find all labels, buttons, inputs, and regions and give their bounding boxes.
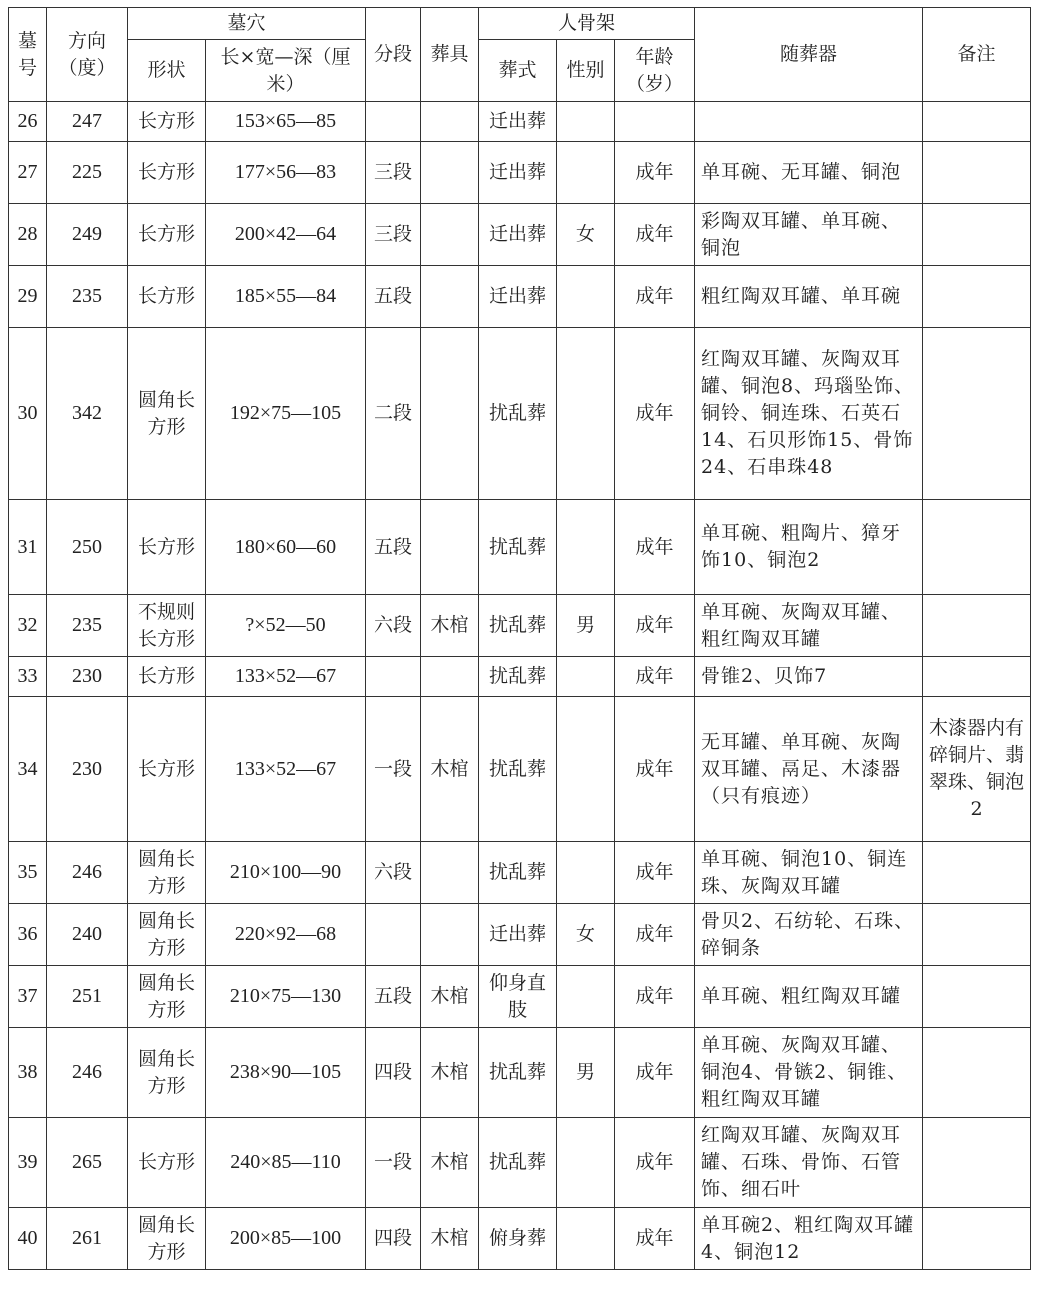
cell-age: 成年	[615, 328, 695, 500]
cell-coffin	[421, 904, 479, 966]
cell-grave-goods: 粗红陶双耳罐、单耳碗	[695, 266, 923, 328]
header-shape: 形状	[128, 40, 206, 102]
header-tomb-no: 墓号	[9, 8, 47, 102]
cell-notes	[923, 1208, 1031, 1270]
cell-sex: 女	[557, 904, 615, 966]
cell-segments: 四段	[366, 1208, 421, 1270]
cell-coffin	[421, 842, 479, 904]
cell-sex: 男	[557, 1028, 615, 1118]
table-row	[9, 204, 1031, 266]
cell-sex	[557, 266, 615, 328]
cell-sex	[557, 966, 615, 1028]
cell-direction: 235	[47, 266, 128, 328]
cell-coffin	[421, 500, 479, 595]
cell-coffin	[421, 266, 479, 328]
cell-sex: 女	[557, 204, 615, 266]
cell-direction: 261	[47, 1208, 128, 1270]
cell-age	[615, 102, 695, 142]
cell-burial-type: 扰乱葬	[479, 657, 557, 697]
header-sex: 性别	[557, 40, 615, 102]
cell-coffin: 木棺	[421, 1208, 479, 1270]
cell-notes	[923, 328, 1031, 500]
cell-shape: 圆角长方形	[128, 966, 206, 1028]
cell-notes	[923, 904, 1031, 966]
cell-segments: 六段	[366, 595, 421, 657]
table-row	[9, 697, 1031, 842]
cell-size: 185×55—84	[206, 266, 366, 328]
cell-sex	[557, 1118, 615, 1208]
cell-shape: 圆角长方形	[128, 842, 206, 904]
table-header	[9, 8, 1031, 102]
cell-segments: 五段	[366, 266, 421, 328]
cell-sex	[557, 500, 615, 595]
header-skeleton-group: 人骨架	[479, 8, 695, 40]
cell-notes	[923, 500, 1031, 595]
header-notes: 备注	[923, 8, 1031, 102]
cell-grave-goods: 单耳碗、灰陶双耳罐、铜泡4、骨镞2、铜锥、粗红陶双耳罐	[695, 1028, 923, 1118]
cell-shape: 长方形	[128, 500, 206, 595]
cell-sex	[557, 328, 615, 500]
cell-coffin: 木棺	[421, 697, 479, 842]
cell-notes	[923, 266, 1031, 328]
table-row	[9, 328, 1031, 500]
cell-size: 200×42—64	[206, 204, 366, 266]
cell-notes	[923, 657, 1031, 697]
cell-burial-type: 迁出葬	[479, 204, 557, 266]
header-size: 长×宽—深（厘米）	[206, 40, 366, 102]
cell-shape: 长方形	[128, 142, 206, 204]
cell-coffin	[421, 328, 479, 500]
cell-burial-type: 扰乱葬	[479, 500, 557, 595]
cell-coffin: 木棺	[421, 1118, 479, 1208]
cell-burial-type: 扰乱葬	[479, 1028, 557, 1118]
table-row	[9, 1208, 1031, 1270]
cell-sex	[557, 697, 615, 842]
header-age: 年龄（岁）	[615, 40, 695, 102]
cell-coffin	[421, 102, 479, 142]
cell-sex	[557, 102, 615, 142]
header-grave-goods: 随葬器	[695, 8, 923, 102]
cell-burial-type: 迁出葬	[479, 102, 557, 142]
cell-tomb-no: 34	[9, 697, 47, 842]
cell-notes	[923, 1028, 1031, 1118]
cell-burial-type: 扰乱葬	[479, 1118, 557, 1208]
cell-segments	[366, 657, 421, 697]
cell-direction: 225	[47, 142, 128, 204]
cell-grave-goods	[695, 102, 923, 142]
cell-burial-type: 俯身葬	[479, 1208, 557, 1270]
cell-coffin	[421, 204, 479, 266]
cell-shape: 长方形	[128, 204, 206, 266]
cell-tomb-no: 29	[9, 266, 47, 328]
cell-tomb-no: 39	[9, 1118, 47, 1208]
cell-burial-type: 迁出葬	[479, 266, 557, 328]
cell-grave-goods: 单耳碗、无耳罐、铜泡	[695, 142, 923, 204]
cell-shape: 长方形	[128, 697, 206, 842]
cell-segments: 一段	[366, 1118, 421, 1208]
cell-direction: 251	[47, 966, 128, 1028]
cell-grave-goods: 无耳罐、单耳碗、灰陶双耳罐、鬲足、木漆器（只有痕迹）	[695, 697, 923, 842]
cell-direction: 240	[47, 904, 128, 966]
cell-coffin	[421, 657, 479, 697]
cell-segments: 三段	[366, 204, 421, 266]
cell-segments: 六段	[366, 842, 421, 904]
table-row	[9, 142, 1031, 204]
table-row	[9, 904, 1031, 966]
cell-size: 133×52—67	[206, 657, 366, 697]
cell-coffin: 木棺	[421, 966, 479, 1028]
cell-shape: 圆角长方形	[128, 904, 206, 966]
cell-size: 220×92—68	[206, 904, 366, 966]
cell-direction: 342	[47, 328, 128, 500]
cell-notes	[923, 142, 1031, 204]
cell-burial-type: 扰乱葬	[479, 842, 557, 904]
cell-segments: 一段	[366, 697, 421, 842]
cell-segments: 二段	[366, 328, 421, 500]
cell-segments: 四段	[366, 1028, 421, 1118]
cell-age: 成年	[615, 266, 695, 328]
cell-coffin	[421, 142, 479, 204]
cell-shape: 圆角长方形	[128, 1028, 206, 1118]
cell-direction: 265	[47, 1118, 128, 1208]
cell-shape: 长方形	[128, 657, 206, 697]
cell-segments: 五段	[366, 500, 421, 595]
cell-tomb-no: 32	[9, 595, 47, 657]
cell-direction: 250	[47, 500, 128, 595]
cell-notes	[923, 204, 1031, 266]
header-segments: 分段	[366, 8, 421, 102]
table-row	[9, 842, 1031, 904]
table-row	[9, 266, 1031, 328]
table-row	[9, 657, 1031, 697]
cell-size: 210×75—130	[206, 966, 366, 1028]
cell-age: 成年	[615, 966, 695, 1028]
cell-notes	[923, 102, 1031, 142]
cell-coffin: 木棺	[421, 595, 479, 657]
cell-notes	[923, 595, 1031, 657]
cell-direction: 246	[47, 842, 128, 904]
cell-age: 成年	[615, 697, 695, 842]
cell-grave-goods: 红陶双耳罐、灰陶双耳罐、铜泡8、玛瑙坠饰、铜铃、铜连珠、石英石14、石贝形饰15、骨饰24、石串珠48	[695, 328, 923, 500]
cell-shape: 长方形	[128, 102, 206, 142]
cell-size: 153×65—85	[206, 102, 366, 142]
cell-segments	[366, 102, 421, 142]
cell-age: 成年	[615, 657, 695, 697]
cell-size: 180×60—60	[206, 500, 366, 595]
cell-grave-goods: 骨锥2、贝饰7	[695, 657, 923, 697]
cell-size: 177×56—83	[206, 142, 366, 204]
table-row	[9, 102, 1031, 142]
cell-shape: 圆角长方形	[128, 328, 206, 500]
header-pit-group: 墓穴	[128, 8, 366, 40]
cell-grave-goods: 骨贝2、石纺轮、石珠、碎铜条	[695, 904, 923, 966]
cell-tomb-no: 31	[9, 500, 47, 595]
cell-segments: 三段	[366, 142, 421, 204]
cell-tomb-no: 36	[9, 904, 47, 966]
cell-notes	[923, 1118, 1031, 1208]
cell-size: 200×85—100	[206, 1208, 366, 1270]
cell-grave-goods: 单耳碗、粗红陶双耳罐	[695, 966, 923, 1028]
cell-notes	[923, 966, 1031, 1028]
table-row	[9, 1118, 1031, 1208]
table-row	[9, 1028, 1031, 1118]
cell-age: 成年	[615, 595, 695, 657]
cell-segments	[366, 904, 421, 966]
cell-age: 成年	[615, 842, 695, 904]
cell-sex	[557, 142, 615, 204]
cell-size: 133×52—67	[206, 697, 366, 842]
cell-tomb-no: 30	[9, 328, 47, 500]
cell-burial-type: 扰乱葬	[479, 595, 557, 657]
cell-sex	[557, 1208, 615, 1270]
cell-segments: 五段	[366, 966, 421, 1028]
cell-burial-type: 仰身直肢	[479, 966, 557, 1028]
cell-size: 238×90—105	[206, 1028, 366, 1118]
cell-age: 成年	[615, 500, 695, 595]
cell-age: 成年	[615, 204, 695, 266]
table-row	[9, 966, 1031, 1028]
cell-direction: 230	[47, 657, 128, 697]
cell-burial-type: 迁出葬	[479, 904, 557, 966]
cell-size: ?×52—50	[206, 595, 366, 657]
table-body	[9, 102, 1031, 1270]
cell-tomb-no: 40	[9, 1208, 47, 1270]
cell-tomb-no: 27	[9, 142, 47, 204]
table-row	[9, 500, 1031, 595]
cell-age: 成年	[615, 904, 695, 966]
cell-age: 成年	[615, 1118, 695, 1208]
cell-notes: 木漆器内有碎铜片、翡翠珠、铜泡2	[923, 697, 1031, 842]
tomb-record-table	[8, 7, 1031, 1270]
cell-sex	[557, 657, 615, 697]
cell-grave-goods: 单耳碗、粗陶片、獐牙饰10、铜泡2	[695, 500, 923, 595]
cell-sex: 男	[557, 595, 615, 657]
cell-direction: 235	[47, 595, 128, 657]
header-burial-type: 葬式	[479, 40, 557, 102]
cell-burial-type: 迁出葬	[479, 142, 557, 204]
cell-grave-goods: 红陶双耳罐、灰陶双耳罐、石珠、骨饰、石管饰、细石叶	[695, 1118, 923, 1208]
cell-tomb-no: 28	[9, 204, 47, 266]
cell-direction: 247	[47, 102, 128, 142]
cell-notes	[923, 842, 1031, 904]
cell-burial-type: 扰乱葬	[479, 328, 557, 500]
cell-tomb-no: 38	[9, 1028, 47, 1118]
cell-direction: 230	[47, 697, 128, 842]
cell-tomb-no: 35	[9, 842, 47, 904]
cell-shape: 长方形	[128, 266, 206, 328]
cell-sex	[557, 842, 615, 904]
cell-shape: 圆角长方形	[128, 1208, 206, 1270]
cell-direction: 246	[47, 1028, 128, 1118]
cell-burial-type: 扰乱葬	[479, 697, 557, 842]
cell-size: 192×75—105	[206, 328, 366, 500]
header-coffin: 葬具	[421, 8, 479, 102]
cell-grave-goods: 单耳碗2、粗红陶双耳罐4、铜泡12	[695, 1208, 923, 1270]
cell-grave-goods: 彩陶双耳罐、单耳碗、铜泡	[695, 204, 923, 266]
cell-size: 210×100—90	[206, 842, 366, 904]
table-row	[9, 595, 1031, 657]
cell-age: 成年	[615, 1028, 695, 1118]
cell-tomb-no: 33	[9, 657, 47, 697]
cell-shape: 不规则长方形	[128, 595, 206, 657]
cell-tomb-no: 26	[9, 102, 47, 142]
cell-tomb-no: 37	[9, 966, 47, 1028]
cell-grave-goods: 单耳碗、灰陶双耳罐、粗红陶双耳罐	[695, 595, 923, 657]
cell-age: 成年	[615, 1208, 695, 1270]
cell-grave-goods: 单耳碗、铜泡10、铜连珠、灰陶双耳罐	[695, 842, 923, 904]
cell-age: 成年	[615, 142, 695, 204]
cell-coffin: 木棺	[421, 1028, 479, 1118]
header-direction: 方向（度）	[47, 8, 128, 102]
cell-direction: 249	[47, 204, 128, 266]
cell-shape: 长方形	[128, 1118, 206, 1208]
cell-size: 240×85—110	[206, 1118, 366, 1208]
